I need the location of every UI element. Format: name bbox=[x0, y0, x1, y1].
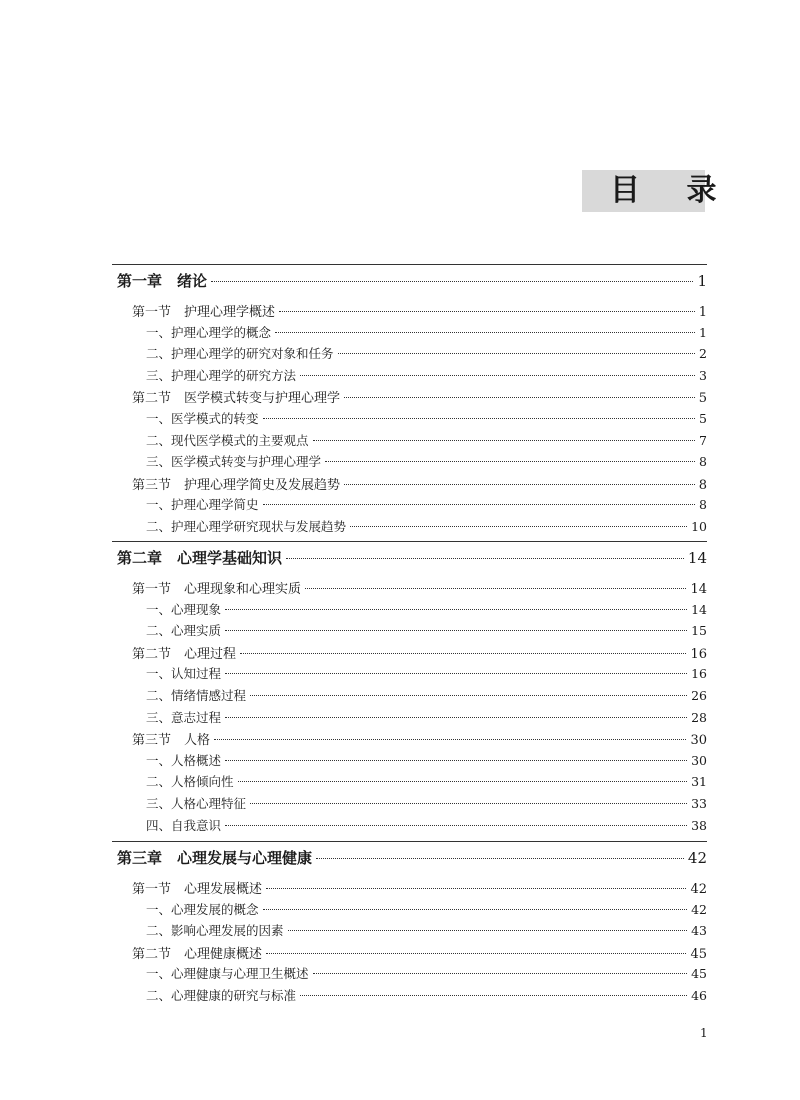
item-entry-label: 二、人格倾向性 bbox=[146, 774, 234, 790]
section-entry-page: 42 bbox=[690, 882, 707, 897]
section-entry-page: 30 bbox=[690, 733, 707, 749]
section-entry-label: 第一节 心理发展概述 bbox=[132, 882, 263, 897]
item-entry-page: 8 bbox=[699, 497, 707, 513]
item-entry-label: 三、意志过程 bbox=[146, 709, 222, 725]
item-entry-label: 一、护理心理学简史 bbox=[146, 497, 259, 513]
section-entry-label: 第一节 心理现象和心理实质 bbox=[132, 582, 302, 597]
section-entry-label: 第二节 心理健康概述 bbox=[132, 946, 263, 962]
item-entry-page: 10 bbox=[691, 519, 707, 534]
item-entry[interactable] bbox=[146, 431, 707, 451]
dot-leader bbox=[325, 461, 695, 462]
dot-leader bbox=[286, 558, 684, 559]
item-entry[interactable] bbox=[146, 751, 707, 771]
item-entry-label: 一、人格概述 bbox=[146, 752, 222, 768]
dot-leader bbox=[313, 440, 696, 441]
section-entry-page: 5 bbox=[698, 391, 707, 407]
dot-leader bbox=[263, 909, 688, 910]
item-entry-label: 三、医学模式转变与护理心理学 bbox=[146, 454, 322, 470]
chapter-divider bbox=[112, 841, 707, 842]
chapter-entry-label: 第三章 心理发展与心理健康 bbox=[117, 849, 313, 867]
dot-leader bbox=[225, 825, 687, 826]
item-entry-page: 38 bbox=[691, 817, 707, 833]
dot-leader bbox=[250, 695, 687, 696]
item-entry[interactable] bbox=[146, 323, 707, 343]
item-entry-page: 30 bbox=[691, 752, 707, 768]
item-entry-label: 三、人格心理特征 bbox=[146, 796, 247, 811]
dot-leader bbox=[225, 673, 687, 674]
item-entry[interactable] bbox=[146, 921, 707, 941]
dot-leader bbox=[338, 353, 696, 354]
item-entry[interactable] bbox=[146, 900, 707, 920]
item-entry[interactable] bbox=[146, 366, 707, 386]
item-entry-label: 一、护理心理学的概念 bbox=[146, 324, 272, 340]
dot-leader bbox=[263, 418, 696, 419]
item-entry-label: 二、影响心理发展的因素 bbox=[146, 923, 284, 939]
dot-leader bbox=[238, 781, 688, 782]
item-entry[interactable] bbox=[146, 409, 707, 429]
dot-leader bbox=[263, 504, 696, 505]
section-entry-label: 第二节 医学模式转变与护理心理学 bbox=[132, 391, 341, 407]
dot-leader bbox=[225, 609, 687, 610]
section-entry[interactable] bbox=[132, 578, 707, 598]
item-entry[interactable] bbox=[146, 517, 707, 537]
chapter-divider bbox=[112, 264, 707, 265]
item-entry-label: 二、护理心理学研究现状与发展趋势 bbox=[146, 519, 347, 534]
section-entry[interactable] bbox=[132, 943, 707, 963]
section-entry-page: 1 bbox=[698, 305, 707, 320]
item-entry-label: 一、医学模式的转变 bbox=[146, 411, 259, 426]
item-entry[interactable] bbox=[146, 600, 707, 620]
item-entry[interactable] bbox=[146, 794, 707, 814]
item-entry-label: 三、护理心理学的研究方法 bbox=[146, 367, 297, 383]
dot-leader bbox=[275, 332, 695, 333]
item-entry[interactable] bbox=[146, 664, 707, 684]
item-entry-label: 一、心理健康与心理卫生概述 bbox=[146, 966, 309, 982]
item-entry-page: 26 bbox=[691, 688, 707, 703]
section-entry-page: 45 bbox=[690, 946, 707, 962]
chapter-entry-label: 第一章 绪论 bbox=[117, 272, 208, 290]
item-entry-page: 43 bbox=[691, 923, 707, 939]
dot-leader bbox=[266, 888, 686, 889]
dot-leader bbox=[211, 281, 693, 282]
chapter-entry-page: 42 bbox=[687, 849, 707, 867]
item-entry-page: 28 bbox=[691, 709, 707, 725]
chapter-entry[interactable] bbox=[117, 847, 707, 871]
item-entry-page: 1 bbox=[699, 324, 707, 340]
dot-leader bbox=[266, 953, 686, 954]
dot-leader bbox=[350, 526, 687, 527]
section-entry-label: 第一节 护理心理学概述 bbox=[132, 305, 276, 320]
dot-leader bbox=[305, 588, 686, 589]
dot-leader bbox=[344, 484, 695, 485]
item-entry-page: 3 bbox=[699, 367, 707, 383]
section-entry-label: 第二节 心理过程 bbox=[132, 646, 237, 662]
dot-leader bbox=[313, 973, 688, 974]
item-entry-label: 二、情绪情感过程 bbox=[146, 688, 247, 703]
item-entry[interactable] bbox=[146, 621, 707, 641]
item-entry[interactable] bbox=[146, 495, 707, 515]
item-entry-page: 8 bbox=[699, 454, 707, 470]
section-entry-page: 16 bbox=[690, 646, 707, 662]
item-entry-label: 四、自我意识 bbox=[146, 817, 222, 833]
item-entry-page: 45 bbox=[691, 966, 707, 982]
item-entry[interactable] bbox=[146, 686, 707, 706]
item-entry-label: 一、心理现象 bbox=[146, 601, 222, 617]
chapter-divider bbox=[112, 541, 707, 542]
dot-leader bbox=[240, 653, 686, 654]
item-entry-page: 16 bbox=[691, 666, 707, 682]
item-entry[interactable] bbox=[146, 964, 707, 984]
dot-leader bbox=[279, 311, 695, 312]
dot-leader bbox=[250, 803, 687, 804]
item-entry-page: 14 bbox=[691, 601, 707, 617]
page-number: 1 bbox=[700, 1026, 708, 1040]
dot-leader bbox=[225, 717, 687, 718]
dot-leader bbox=[214, 739, 686, 740]
dot-leader bbox=[300, 995, 687, 996]
section-entry-page: 14 bbox=[690, 582, 707, 597]
page-title: 目 录 bbox=[610, 173, 735, 208]
item-entry[interactable] bbox=[146, 708, 707, 728]
dot-leader bbox=[225, 760, 687, 761]
section-entry[interactable] bbox=[132, 387, 707, 407]
item-entry-page: 2 bbox=[699, 346, 707, 362]
chapter-entry-page: 1 bbox=[697, 272, 707, 290]
chapter-entry[interactable] bbox=[117, 547, 707, 571]
chapter-entry-page: 14 bbox=[687, 549, 707, 567]
item-entry-label: 二、心理健康的研究与标准 bbox=[146, 988, 297, 1003]
item-entry-label: 二、现代医学模式的主要观点 bbox=[146, 432, 309, 448]
item-entry-label: 二、心理实质 bbox=[146, 623, 222, 639]
item-entry-page: 5 bbox=[699, 411, 707, 426]
item-entry[interactable] bbox=[146, 986, 707, 1006]
section-entry-label: 第三节 人格 bbox=[132, 733, 211, 749]
dot-leader bbox=[300, 375, 695, 376]
section-entry[interactable] bbox=[132, 729, 707, 749]
item-entry-page: 15 bbox=[691, 623, 707, 639]
section-entry-page: 8 bbox=[698, 477, 707, 493]
item-entry-label: 一、认知过程 bbox=[146, 666, 222, 682]
section-entry[interactable] bbox=[132, 301, 707, 321]
item-entry[interactable] bbox=[146, 452, 707, 472]
item-entry[interactable] bbox=[146, 816, 707, 836]
item-entry-page: 42 bbox=[691, 901, 707, 917]
item-entry[interactable] bbox=[146, 344, 707, 364]
dot-leader bbox=[344, 397, 695, 398]
item-entry-label: 二、护理心理学的研究对象和任务 bbox=[146, 346, 334, 362]
item-entry-label: 一、心理发展的概念 bbox=[146, 901, 259, 917]
item-entry-page: 33 bbox=[691, 796, 707, 811]
item-entry[interactable] bbox=[146, 772, 707, 792]
section-entry[interactable] bbox=[132, 878, 707, 898]
dot-leader bbox=[316, 858, 684, 859]
chapter-entry[interactable] bbox=[117, 270, 707, 294]
section-entry[interactable] bbox=[132, 474, 707, 494]
item-entry-page: 7 bbox=[699, 432, 707, 448]
item-entry-page: 46 bbox=[691, 988, 707, 1003]
chapter-entry-label: 第二章 心理学基础知识 bbox=[117, 549, 283, 567]
item-entry-page: 31 bbox=[691, 774, 707, 790]
section-entry-label: 第三节 护理心理学简史及发展趋势 bbox=[132, 477, 341, 493]
dot-leader bbox=[288, 930, 688, 931]
dot-leader bbox=[225, 630, 687, 631]
section-entry[interactable] bbox=[132, 643, 707, 663]
